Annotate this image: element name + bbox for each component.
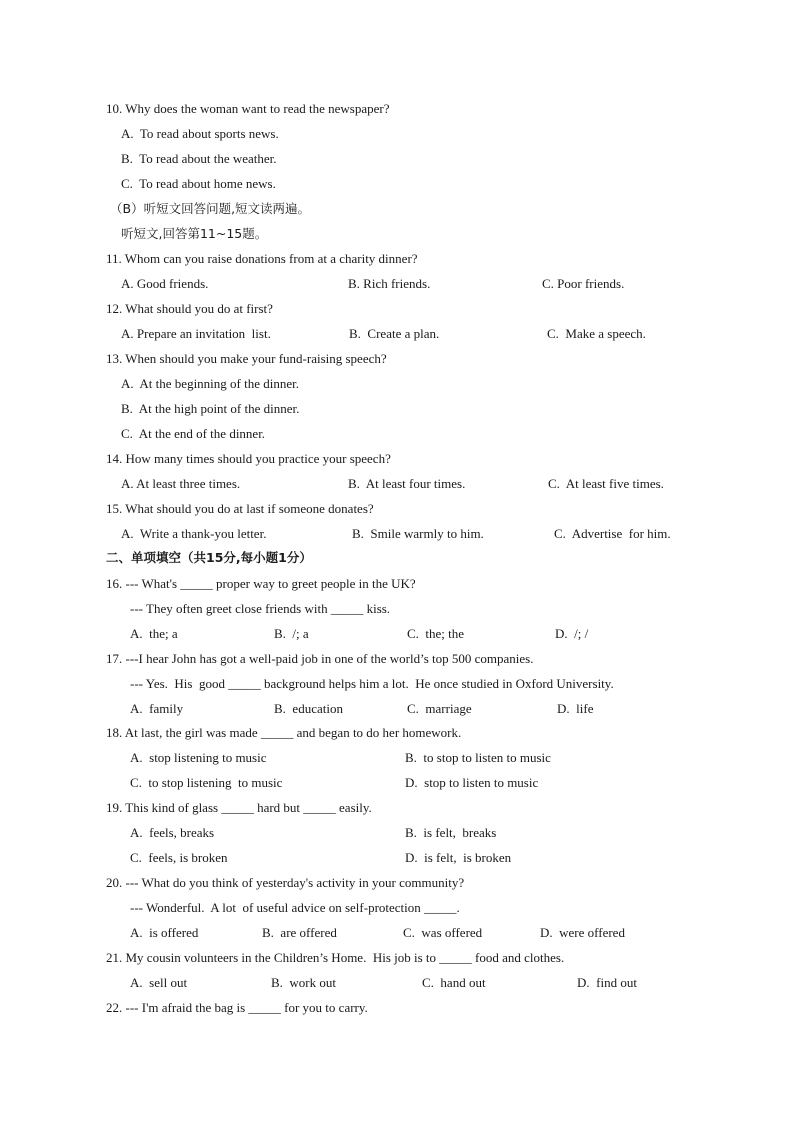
question-13-option-b: B. At the high point of the dinner. <box>121 401 300 416</box>
question-14-stem: 14. How many times should you practice your speech? <box>106 451 391 466</box>
question-17-reply: --- Yes. His good _____ background helps him a lot. He once studied in Oxford University. <box>130 676 614 691</box>
question-12-option-b: B. Create a plan. <box>349 326 440 341</box>
question-21-option-c: C. hand out <box>422 975 486 990</box>
question-19-stem: 19. This kind of glass _____ hard but _____ easily. <box>106 800 372 815</box>
question-19-option-d: D. is felt, is broken <box>405 850 512 865</box>
question-20-stem: 20. --- What do you think of yesterday's activity in your community? <box>106 875 465 890</box>
question-20-option-c: C. was offered <box>403 925 483 940</box>
question-15-stem: 15. What should you do at last if someone donates? <box>106 501 374 516</box>
question-16-option-c: C. the; the <box>407 626 465 641</box>
question-13-option-c: C. At the end of the dinner. <box>121 426 266 441</box>
question-11-option-c: C. Poor friends. <box>542 276 625 291</box>
question-17-option-b: B. education <box>274 701 343 716</box>
question-16-option-a: A. the; a <box>130 626 178 641</box>
question-16-stem: 16. --- What's _____ proper way to greet people in the UK? <box>106 576 416 591</box>
question-21-stem: 21. My cousin volunteers in the Children’s Home. His job is to _____ food and clothes. <box>106 950 565 965</box>
question-12-option-c: C. Make a speech. <box>547 326 646 341</box>
question-15-option-c: C. Advertise for him. <box>554 526 671 541</box>
question-18-option-a: A. stop listening to music <box>130 750 267 765</box>
question-14-option-b: B. At least four times. <box>348 476 466 491</box>
question-12-stem: 12. What should you do at first? <box>106 301 273 316</box>
question-19-option-b: B. is felt, breaks <box>405 825 497 840</box>
section-b-heading: （B）听短文回答问题,短文读两遍。 <box>110 201 311 216</box>
question-20-option-d: D. were offered <box>540 925 625 940</box>
section-2-heading: 二、单项填空（共15分,每小题1分） <box>106 550 312 565</box>
question-19-option-a: A. feels, breaks <box>130 825 215 840</box>
question-11-stem: 11. Whom can you raise donations from at a charity dinner? <box>106 251 418 266</box>
question-15-option-b: B. Smile warmly to him. <box>352 526 484 541</box>
question-21-option-b: B. work out <box>271 975 336 990</box>
question-14-option-c: C. At least five times. <box>548 476 664 491</box>
question-14-option-a: A. At least three times. <box>121 476 241 491</box>
question-16-reply: --- They often greet close friends with _____ kiss. <box>130 601 391 616</box>
question-20-option-a: A. is offered <box>130 925 199 940</box>
question-20-option-b: B. are offered <box>262 925 337 940</box>
question-10-option-a: A. To read about sports news. <box>121 126 279 141</box>
question-13-option-a: A. At the beginning of the dinner. <box>121 376 300 391</box>
question-20-reply: --- Wonderful. A lot of useful advice on self-protection _____. <box>130 900 460 915</box>
question-10-stem: 10. Why does the woman want to read the newspaper? <box>106 101 390 116</box>
question-21-option-a: A. sell out <box>130 975 188 990</box>
question-18-option-d: D. stop to listen to music <box>405 775 539 790</box>
question-17-option-c: C. marriage <box>407 701 472 716</box>
question-18-option-c: C. to stop listening to music <box>130 775 283 790</box>
question-12-option-a: A. Prepare an invitation list. <box>121 326 271 341</box>
question-19-option-c: C. feels, is broken <box>130 850 228 865</box>
question-16-option-d: D. /; / <box>555 626 589 641</box>
question-21-option-d: D. find out <box>577 975 637 990</box>
question-11-option-b: B. Rich friends. <box>348 276 431 291</box>
question-17-option-d: D. life <box>557 701 594 716</box>
question-17-stem: 17. ---I hear John has got a well-paid job in one of the world’s top 500 companies. <box>106 651 534 666</box>
question-16-option-b: B. /; a <box>274 626 309 641</box>
question-10-option-c: C. To read about home news. <box>121 176 276 191</box>
section-b-instruction: 听短文,回答第11~15题。 <box>121 226 268 241</box>
question-10-option-b: B. To read about the weather. <box>121 151 277 166</box>
question-13-stem: 13. When should you make your fund-raising speech? <box>106 351 387 366</box>
question-15-option-a: A. Write a thank-you letter. <box>121 526 267 541</box>
question-18-option-b: B. to stop to listen to music <box>405 750 551 765</box>
question-22-stem: 22. --- I'm afraid the bag is _____ for you to carry. <box>106 1000 368 1015</box>
question-11-option-a: A. Good friends. <box>121 276 209 291</box>
question-18-stem: 18. At last, the girl was made _____ and began to do her homework. <box>106 725 462 740</box>
question-17-option-a: A. family <box>130 701 184 716</box>
